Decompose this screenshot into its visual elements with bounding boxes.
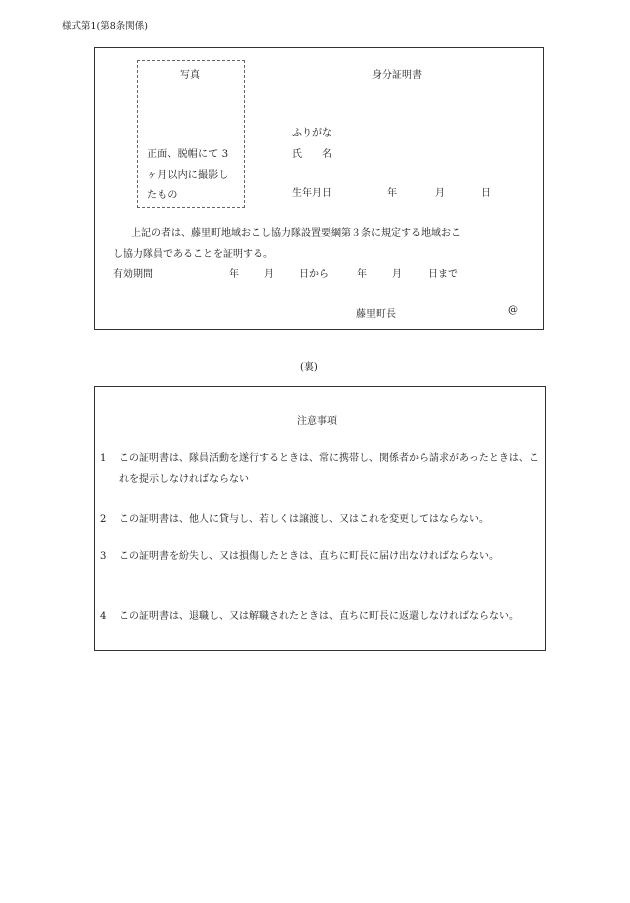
birthdate-label: 生年月日 xyxy=(292,188,332,199)
photo-instruction-line3: たもの xyxy=(147,190,178,201)
note-text: この証明書は、退職し、又は解職されたときは、直ちに町長に返還しなければならない。 xyxy=(119,611,519,622)
validity-end-day-label: 日まで xyxy=(428,269,458,280)
note-text: この証明書を紛失し、又は損傷したときは、直ちに町長に届け出なければならない。 xyxy=(119,551,499,562)
note-item xyxy=(100,546,542,567)
note-text: この証明書は、隊員活動を遂行するときは、常に携帯し、関係者から請求があったときは、これを提示しなければならない xyxy=(119,453,539,485)
validity-end-year-label: 年 xyxy=(357,269,367,280)
note-number: 2 xyxy=(100,514,107,525)
note-number: 4 xyxy=(100,611,107,622)
birthdate-year-label: 年 xyxy=(387,188,397,199)
certification-text-line2: し協力隊員であることを証明する。 xyxy=(113,249,273,260)
note-number: 3 xyxy=(100,551,107,562)
validity-period-label: 有効期間 xyxy=(113,269,153,280)
birthdate-day-label: 日 xyxy=(481,188,491,199)
note-item xyxy=(100,606,542,627)
photo-instruction-line1: 正面、脱帽にて 3 xyxy=(147,149,229,160)
validity-start-day-label: 日から xyxy=(299,269,329,280)
seal-mark: @ xyxy=(508,305,518,316)
birthdate-month-label: 月 xyxy=(435,188,445,199)
validity-start-month-label: 月 xyxy=(264,269,274,280)
photo-instruction-line2: ヶ月以内に撮影し xyxy=(147,170,229,181)
photo-label: 写真 xyxy=(180,70,200,81)
note-item xyxy=(100,448,542,490)
issuer-mayor: 藤里町長 xyxy=(356,309,396,320)
form-header: 様式第1(第8条関係) xyxy=(62,21,149,32)
validity-start-year-label: 年 xyxy=(229,269,239,280)
note-item xyxy=(100,509,542,530)
furigana-label: ふりがな xyxy=(292,128,332,139)
name-label: 氏 名 xyxy=(292,149,332,160)
notes-title: 注意事項 xyxy=(297,416,337,427)
note-text: この証明書は、他人に貸与し、若しくは譲渡し、又はこれを変更してはならない。 xyxy=(119,514,489,525)
card-title: 身分証明書 xyxy=(372,70,422,81)
back-side-label: (裏) xyxy=(300,362,318,373)
validity-end-month-label: 月 xyxy=(392,269,402,280)
certification-text-line1: 上記の者は、藤里町地域おこし協力隊設置要綱第３条に規定する地域おこ xyxy=(131,228,461,239)
note-number: 1 xyxy=(100,453,107,464)
